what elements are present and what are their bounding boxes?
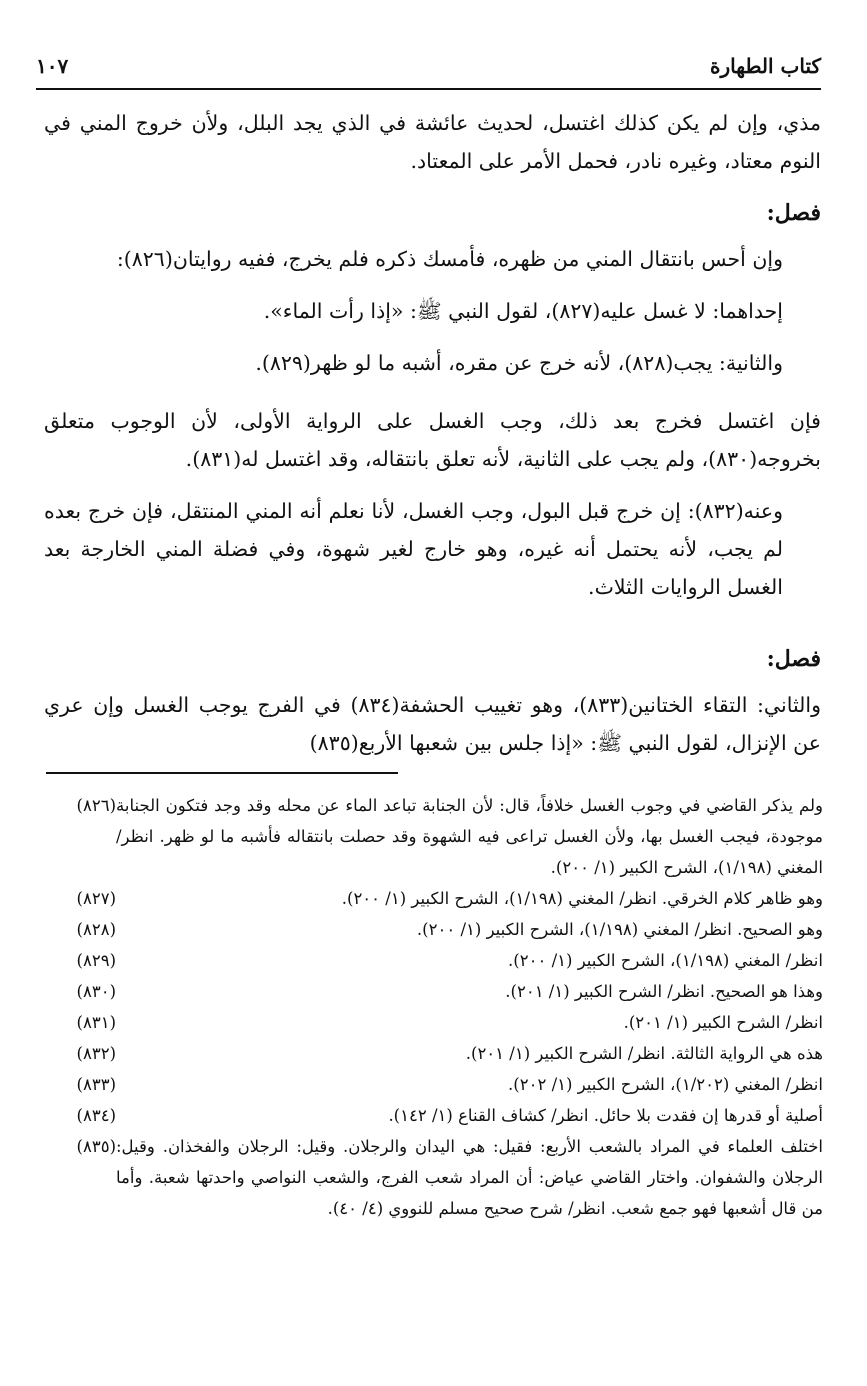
footnote-number: (٨٣٠)	[76, 982, 116, 1001]
footnote-text: اختلف العلماء في المراد بالشعب الأربع: فقيل: هي اليدان والرجلان. وقيل: الرجلان والفخذان. وقيل: الرجلان والشفوان. واختار القاضي عياض: أن المراد شعب الفرج، والشعب النواصي واحدتها شعبة. وأما من قال أشعبها فهو جمع شعب. انظر/ شرح صحيح مسلم للنووي (٤/ ٤٠).	[116, 1137, 823, 1218]
paragraph: إحداهما: لا غسل عليه(٨٢٧)، لقول النبي ﷺ: «إذا رأت الماء».	[263, 299, 783, 323]
footnote-text: انظر/ الشرح الكبير (١/ ٢٠١).	[623, 1013, 823, 1032]
footnote	[46, 1007, 823, 1038]
paragraph: وعنه(٨٣٢): إن خرج قبل البول، وجب الغسل، لأنا نعلم أنه المني المنتقل، فإن خرج بعده لم يجب، لأنه يحتمل أنه غيره، وهو خارج لغير شهوة، وفي فضلة المني الخارجة بعد الغسل الروايات الثلاث.	[44, 499, 783, 599]
footnotes	[46, 790, 823, 1224]
footnote-number: (٨٣٤)	[76, 1106, 116, 1125]
footnote-text: هذه هي الرواية الثالثة. انظر/ الشرح الكبير (١/ ٢٠١).	[465, 1044, 823, 1063]
footnote-number: (٨٣٥)	[76, 1137, 116, 1156]
footnote	[46, 1131, 823, 1224]
footnote-number: (٨٢٧)	[76, 889, 116, 908]
footnote-text: وهذا هو الصحيح. انظر/ الشرح الكبير (١/ ٢٠١).	[505, 982, 823, 1001]
footnote-number: (٨٣٣)	[76, 1075, 116, 1094]
footnote-text: انظر/ المغني (١/٢٠٢)، الشرح الكبير (١/ ٢٠٢).	[508, 1075, 823, 1094]
paragraph: فإن اغتسل فخرج بعد ذلك، وجب الغسل على الرواية الأولى، لأن الوجوب متعلق بخروجه(٨٣٠)، ولم يجب على الثانية، لأنه تعلق بانتقاله، وقد اغتسل له(٨٣١).	[44, 409, 821, 471]
footnote	[46, 945, 823, 976]
footnote-text: وهو الصحيح. انظر/ المغني (١/١٩٨)، الشرح الكبير (١/ ٢٠٠).	[416, 920, 823, 939]
footnote	[46, 1069, 823, 1100]
footnote-number: (٨٢٩)	[76, 951, 116, 970]
header-divider	[36, 88, 821, 90]
footnote	[46, 976, 823, 1007]
paragraph: مذي، وإن لم يكن كذلك اغتسل، لحديث عائشة في الذي يجد البلل، ولأن خروج المني في النوم معتاد، وغيره نادر، فحمل الأمر على المعتاد.	[44, 111, 821, 173]
footnote	[46, 1038, 823, 1069]
footnote-divider	[46, 772, 398, 774]
footnote	[46, 790, 823, 883]
footnote-number: (٨٢٦)	[76, 796, 116, 815]
footnote	[46, 883, 823, 914]
paragraph: وإن أحس بانتقال المني من ظهره، فأمسك ذكره فلم يخرج، ففيه روايتان(٨٢٦):	[116, 247, 783, 271]
main-text	[44, 104, 821, 776]
page-header	[36, 38, 821, 78]
footnote-number: (٨٣٢)	[76, 1044, 116, 1063]
page-number: ١٠٧	[36, 54, 69, 78]
footnote	[46, 914, 823, 945]
footnote-text: أصلية أو قدرها إن فقدت بلا حائل. انظر/ كشاف القناع (١/ ١٤٢).	[388, 1106, 823, 1125]
footnote-text: ولم يذكر القاضي في وجوب الغسل خلافاً، قال: لأن الجنابة تباعد الماء عن محله وقد وجد فتكون الجنابة موجودة، فيجب الغسل بها، ولأن الغسل تراعى فيه الشهوة وقد حصلت بانتقاله فأشبه ما لو ظهر. انظر/ المغني (١/١٩٨)، الشرح الكبير (١/ ٢٠٠).	[116, 796, 823, 877]
section-heading: فصل:	[766, 646, 821, 672]
footnote-number: (٨٢٨)	[76, 920, 116, 939]
book-title: كتاب الطهارة	[710, 54, 821, 78]
paragraph: والثاني: التقاء الختانين(٨٣٣)، وهو تغييب الحشفة(٨٣٤) في الفرج يوجب الغسل وإن عري عن الإنزال، لقول النبي ﷺ: «إذا جلس بين شعبها الأربع(٨٣٥)	[44, 693, 821, 755]
footnote-text: انظر/ المغني (١/١٩٨)، الشرح الكبير (١/ ٢٠٠).	[508, 951, 823, 970]
paragraph: والثانية: يجب(٨٢٨)، لأنه خرج عن مقره، أشبه ما لو ظهر(٨٢٩).	[255, 351, 783, 375]
footnote-number: (٨٣١)	[76, 1013, 116, 1032]
section-heading: فصل:	[766, 200, 821, 226]
footnote	[46, 1100, 823, 1131]
footnote-text: وهو ظاهر كلام الخرقي. انظر/ المغني (١/١٩٨)، الشرح الكبير (١/ ٢٠٠).	[341, 889, 823, 908]
